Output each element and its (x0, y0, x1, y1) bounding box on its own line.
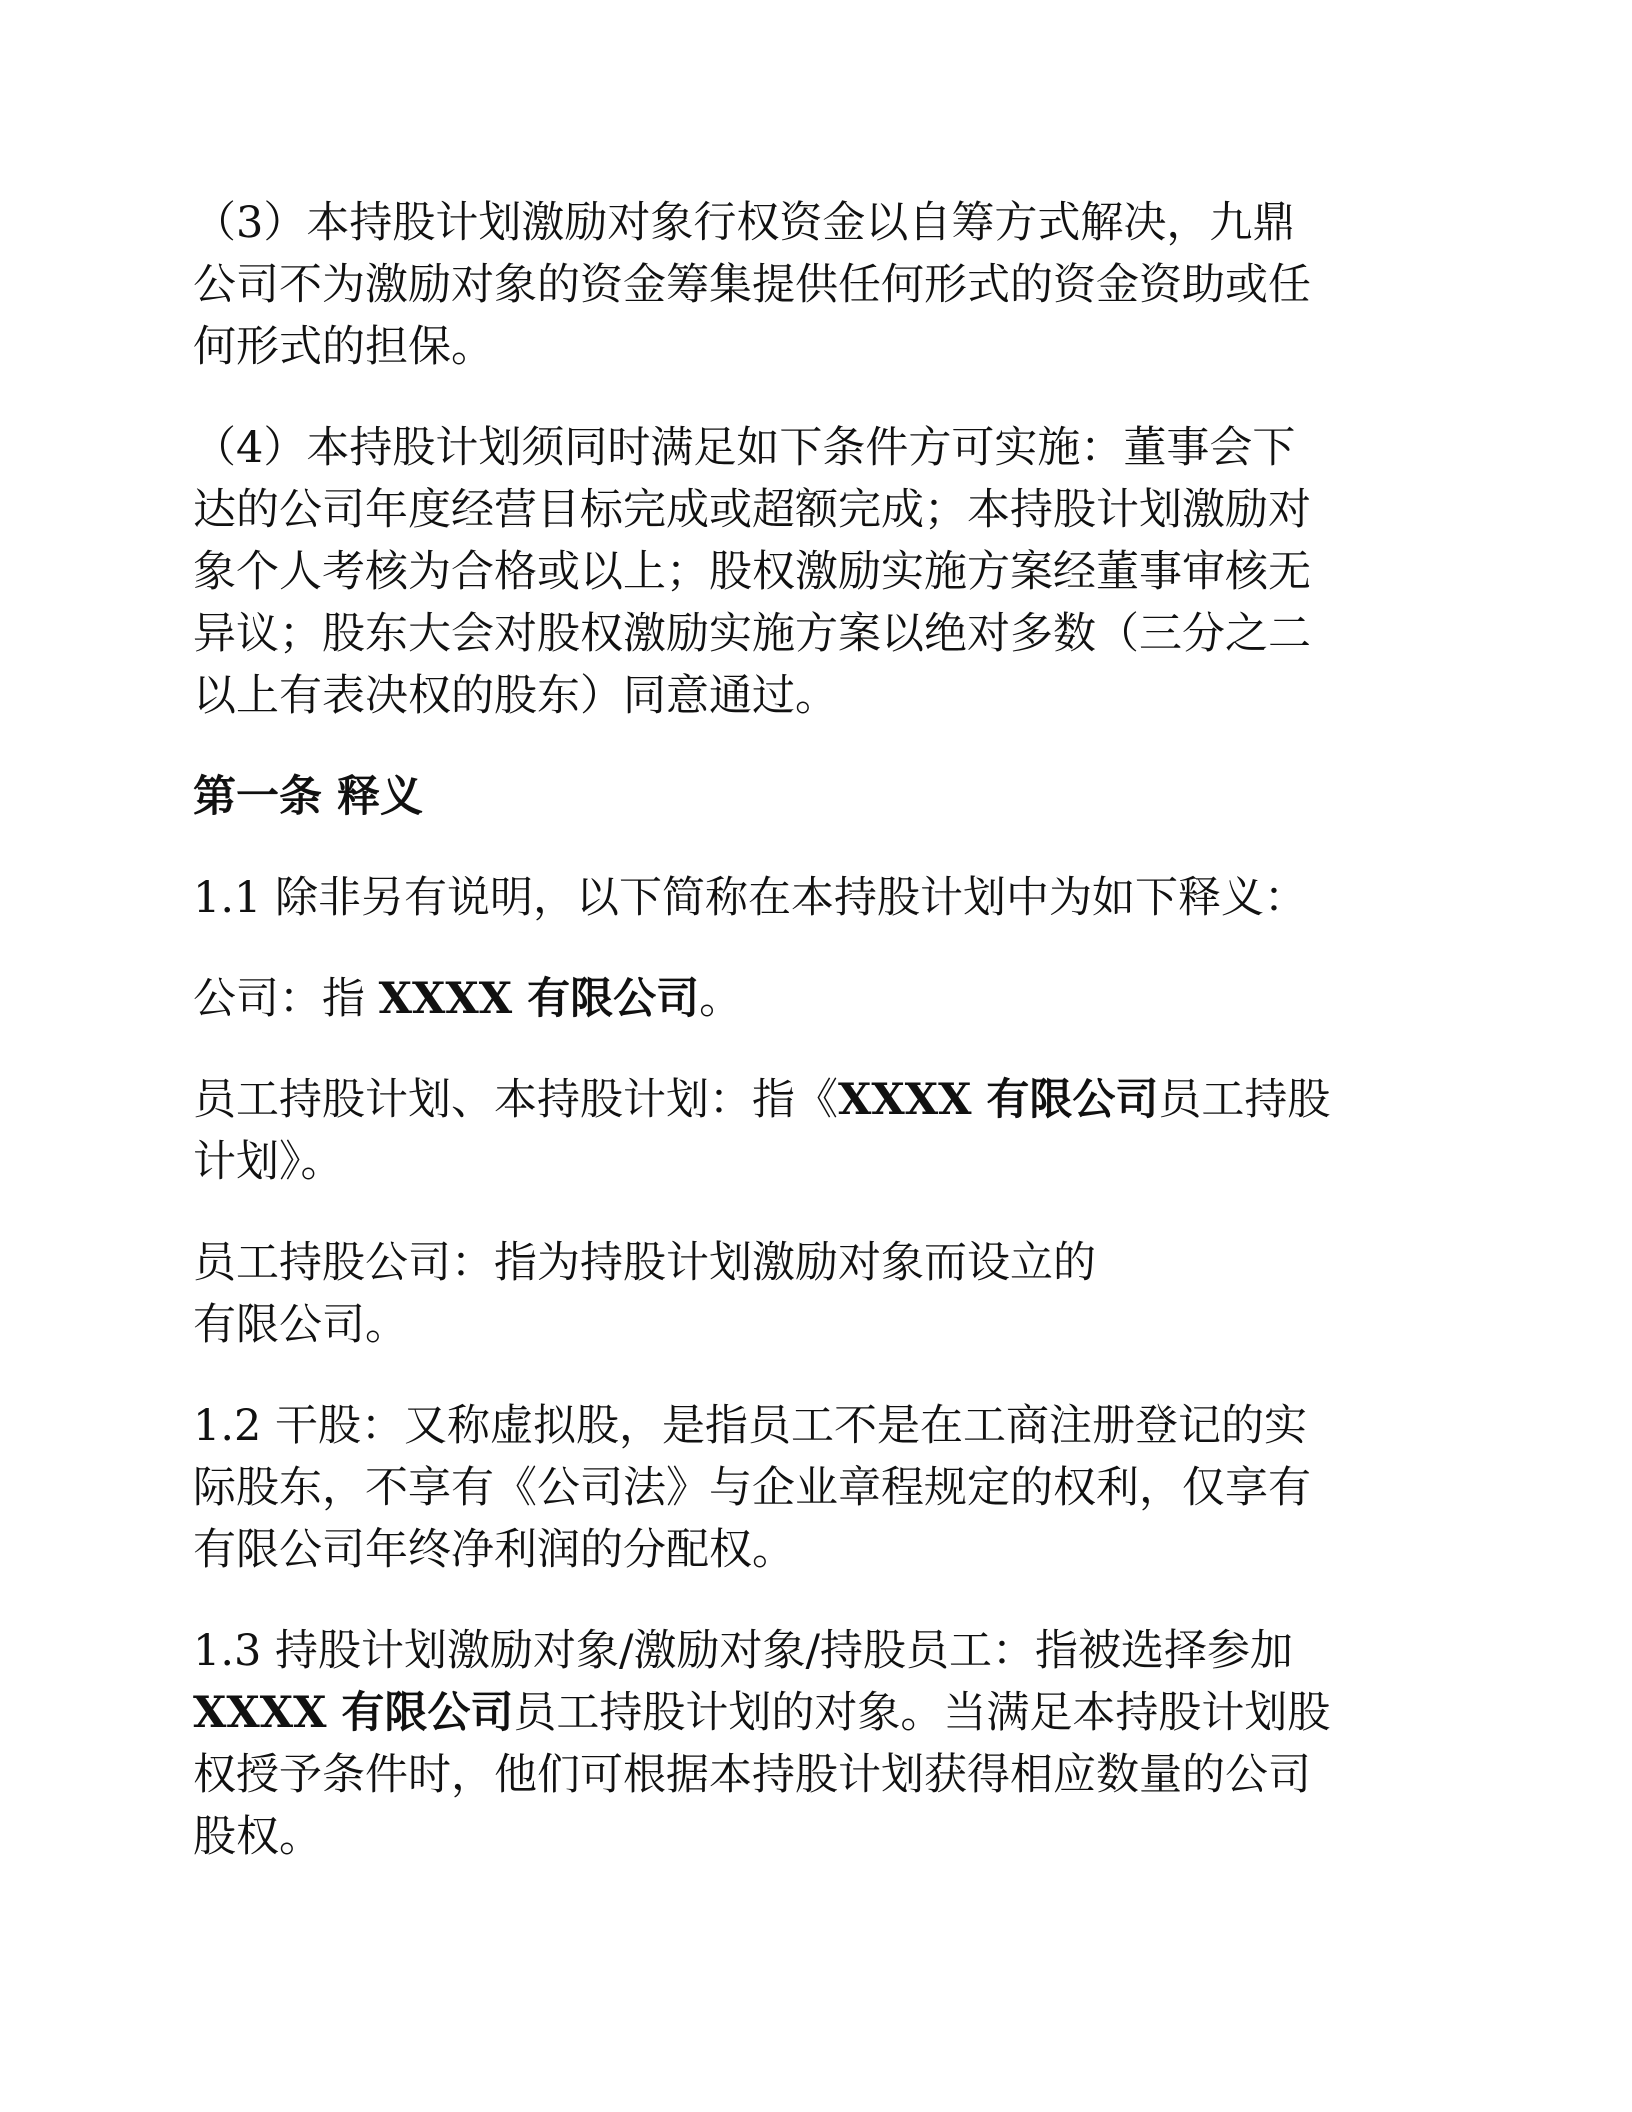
paragraph-clause-3 (193, 192, 1443, 378)
definition-employee-plan (193, 1069, 1443, 1193)
text-line: 有限公司年终净利润的分配权。 (193, 1525, 795, 1575)
company-name: XXXX 有限公司 (838, 1075, 1159, 1125)
text-line: 达的公司年度经营目标完成或超额完成；本持股计划激励对 (193, 485, 1311, 535)
text-line (193, 1682, 1443, 1744)
definition-text: 员工持股计划的对象。当满足本持股计划股 (513, 1688, 1331, 1738)
company-name: XXXX 有限公司 (378, 974, 700, 1024)
text-line: 计划》。 (193, 1137, 344, 1187)
text-line: 象个人考核为合格或以上；股权激励实施方案经董事审核无 (193, 547, 1311, 597)
company-name: XXXX 有限公司 (193, 1688, 514, 1738)
definition-incentive-target (193, 1620, 1443, 1868)
text-line: 际股东，不享有《公司法》与企业章程规定的权利，仅享有 (193, 1463, 1311, 1513)
punctuation: 。 (699, 974, 743, 1024)
paragraph-clause-4 (193, 417, 1443, 727)
text-line: 员工持股公司：指为持股计划激励对象而设立的 (193, 1238, 1096, 1288)
definition-intro (193, 867, 1443, 929)
text-line: 股权。 (193, 1812, 322, 1862)
text-line: 何形式的担保。 (193, 322, 494, 372)
text-line (193, 968, 1443, 1030)
text-line: 公司不为激励对象的资金筹集提供任何形式的资金资助或任 (193, 260, 1311, 310)
definition-company (193, 968, 1443, 1030)
definition-dry-share (193, 1395, 1443, 1581)
text-line: 1.1 除非另有说明，以下简称在本持股计划中为如下释义： (193, 873, 1308, 923)
text-line: （3）本持股计划激励对象行权资金以自筹方式解决，九鼎 (193, 198, 1296, 248)
text-line: （4）本持股计划须同时满足如下条件方可实施：董事会下 (193, 423, 1296, 473)
text-line (193, 1069, 1443, 1131)
text-line: 1.3 持股计划激励对象/激励对象/持股员工：指被选择参加 (193, 1626, 1294, 1676)
text-line: 权授予条件时，他们可根据本持股计划获得相应数量的公司 (193, 1750, 1311, 1800)
definition-holding-company (193, 1232, 1443, 1356)
text-line: 异议；股东大会对股权激励实施方案以绝对多数（三分之二 (193, 609, 1311, 659)
definition-term: 公司：指 (193, 974, 379, 1024)
definition-term: 员工持股计划、本持股计划：指《 (193, 1075, 838, 1125)
text-line: 有限公司。 (193, 1300, 408, 1350)
text-line: 以上有表决权的股东）同意通过。 (193, 671, 838, 721)
document-body (193, 192, 1443, 1907)
text-line: 1.2 干股：又称虚拟股，是指员工不是在工商注册登记的实 (193, 1401, 1308, 1451)
definition-text: 员工持股 (1158, 1075, 1331, 1125)
section-heading: 第一条 释义 (193, 772, 423, 822)
